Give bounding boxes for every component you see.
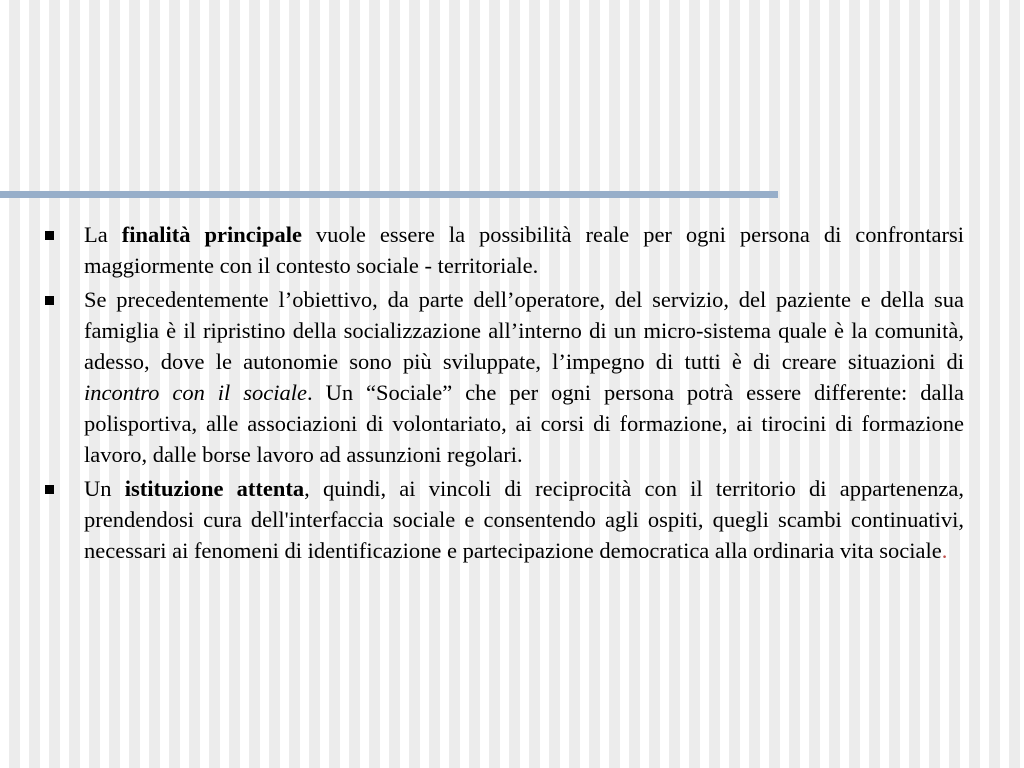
slide-content	[40, 219, 964, 569]
bullet-text-post: , quindi, ai vincoli di reciprocità con il territorio di appartenenza, prendendosi cura dell'interfaccia sociale e consentendo agli ospiti, quegli scambi continuativi, necessari ai fenomeni di identificazione e partecipazione democratica alla ordinaria vita sociale	[84, 476, 964, 563]
square-bullet-icon	[45, 485, 54, 494]
bullet-text-post: vuole essere la possibilità reale per ogni persona di confrontarsi maggiormente con il contesto sociale - territoriale.	[84, 222, 965, 278]
bullet-item-istituzione	[40, 473, 964, 566]
bullet-item-finalita	[40, 219, 964, 281]
title-rule-bar	[0, 191, 778, 198]
bullet-text-bold: istituzione attenta	[124, 476, 305, 501]
square-bullet-icon	[45, 231, 54, 240]
bullet-text-pre: La	[84, 222, 122, 247]
bullet-text-post: . Un “Sociale” che per ogni persona potrà essere differente: dalla polisportiva, alle associazioni di volontariato, ai corsi di formazione, ai tirocini di formazione lavoro, dalle borse lavoro ad assunzioni regolari.	[84, 380, 964, 467]
bullet-list	[40, 219, 964, 566]
bullet-item-obiettivo	[40, 284, 964, 470]
bullet-text-italic: incontro con il sociale	[84, 380, 307, 405]
bullet-text-bold: finalità principale	[121, 222, 302, 247]
bullet-text-pre: Un	[84, 476, 125, 501]
bullet-text-end-period: .	[941, 538, 948, 563]
square-bullet-icon	[45, 296, 54, 305]
bullet-text-pre: Se precedentemente l’obiettivo, da parte dell’operatore, del servizio, del paziente e della sua famiglia è il ripristino della socializzazione all’interno di un micro-sistema quale è la comunità, adesso, dove le autonomie sono più sviluppate, l’impegno di tutti è di creare situazioni di	[84, 287, 964, 374]
